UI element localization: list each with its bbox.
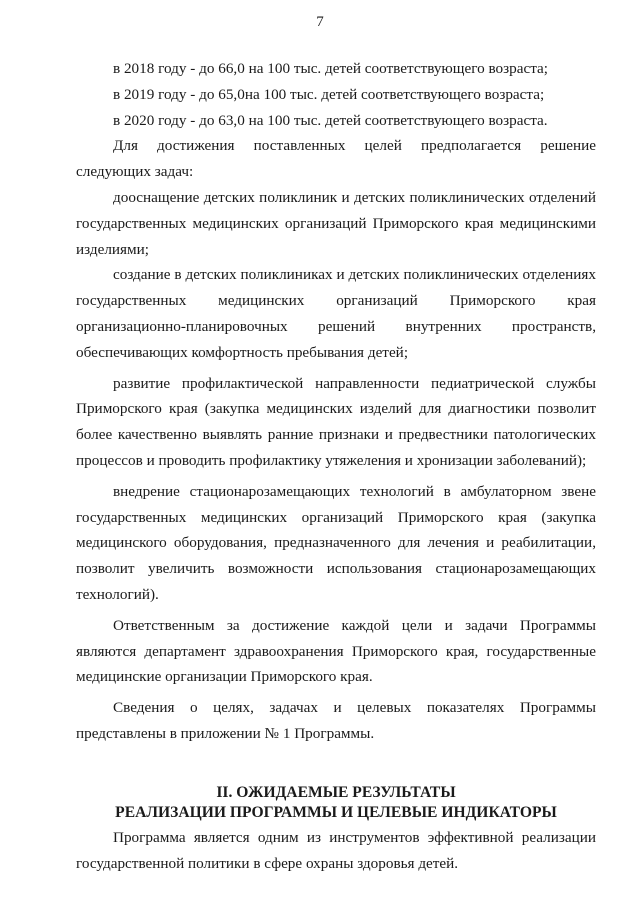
section-intro-paragraph: Программа является одним из инструментов эффективной реализации государственной политики в сфере охраны здоровья детей. [76,828,596,872]
task-outpatient-paragraph: внедрение стационарозамещающих технологий в амбулаторном звене государственных медицинских организаций Приморского края (закупка медицинского оборудования, предназначенного для лечения и реабилитации, позволит увеличить возможности использования стационарозамещающих технологий). [76,482,596,603]
document-body [76,56,596,876]
task-equipment-paragraph: дооснащение детских поликлиник и детских поликлинических отделений государственных медицинских организаций Приморского края медицинскими изделиями; [76,188,596,258]
tasks-intro-paragraph: Для достижения поставленных целей предполагается решение следующих задач: [76,137,596,181]
section-heading-line-1: II. ОЖИДАЕМЫЕ РЕЗУЛЬТАТЫ [216,783,456,801]
target-2019-paragraph: в 2019 году - до 65,0на 100 тыс. детей соответствующего возраста; [113,85,545,103]
target-2020-paragraph: в 2020 году - до 63,0 на 100 тыс. детей соответствующего возраста. [113,111,548,129]
section-heading-line-2: РЕАЛИЗАЦИИ ПРОГРАММЫ И ЦЕЛЕВЫЕ ИНДИКАТОРЫ [115,803,557,821]
appendix-reference-paragraph: Сведения о целях, задачах и целевых показателях Программы представлены в приложении № 1 Программы. [76,699,596,742]
section-heading [76,783,596,823]
responsible-paragraph: Ответственным за достижение каждой цели и задачи Программы являются департамент здравоохранения Приморского края, государственные медицинские организации Приморского края. [76,616,596,686]
task-prevention-paragraph: развитие профилактической направленности педиатрической службы Приморского края (закупка медицинских изделий для диагностики позволит более качественно выявлять ранние признаки и предвестники патологических процессов и проводить профилактику утяжеления и хронизации заболеваний); [76,374,596,469]
task-comfort-paragraph: создание в детских поликлиниках и детских поликлинических отделениях государственных медицинских организаций Приморского края организационно-планировочных решений внутренних пространств, обеспечивающих комфортность пребывания детей; [76,266,596,361]
target-2018-paragraph: в 2018 году - до 66,0 на 100 тыс. детей соответствующего возраста; [113,60,548,77]
page-number: 7 [316,14,324,30]
